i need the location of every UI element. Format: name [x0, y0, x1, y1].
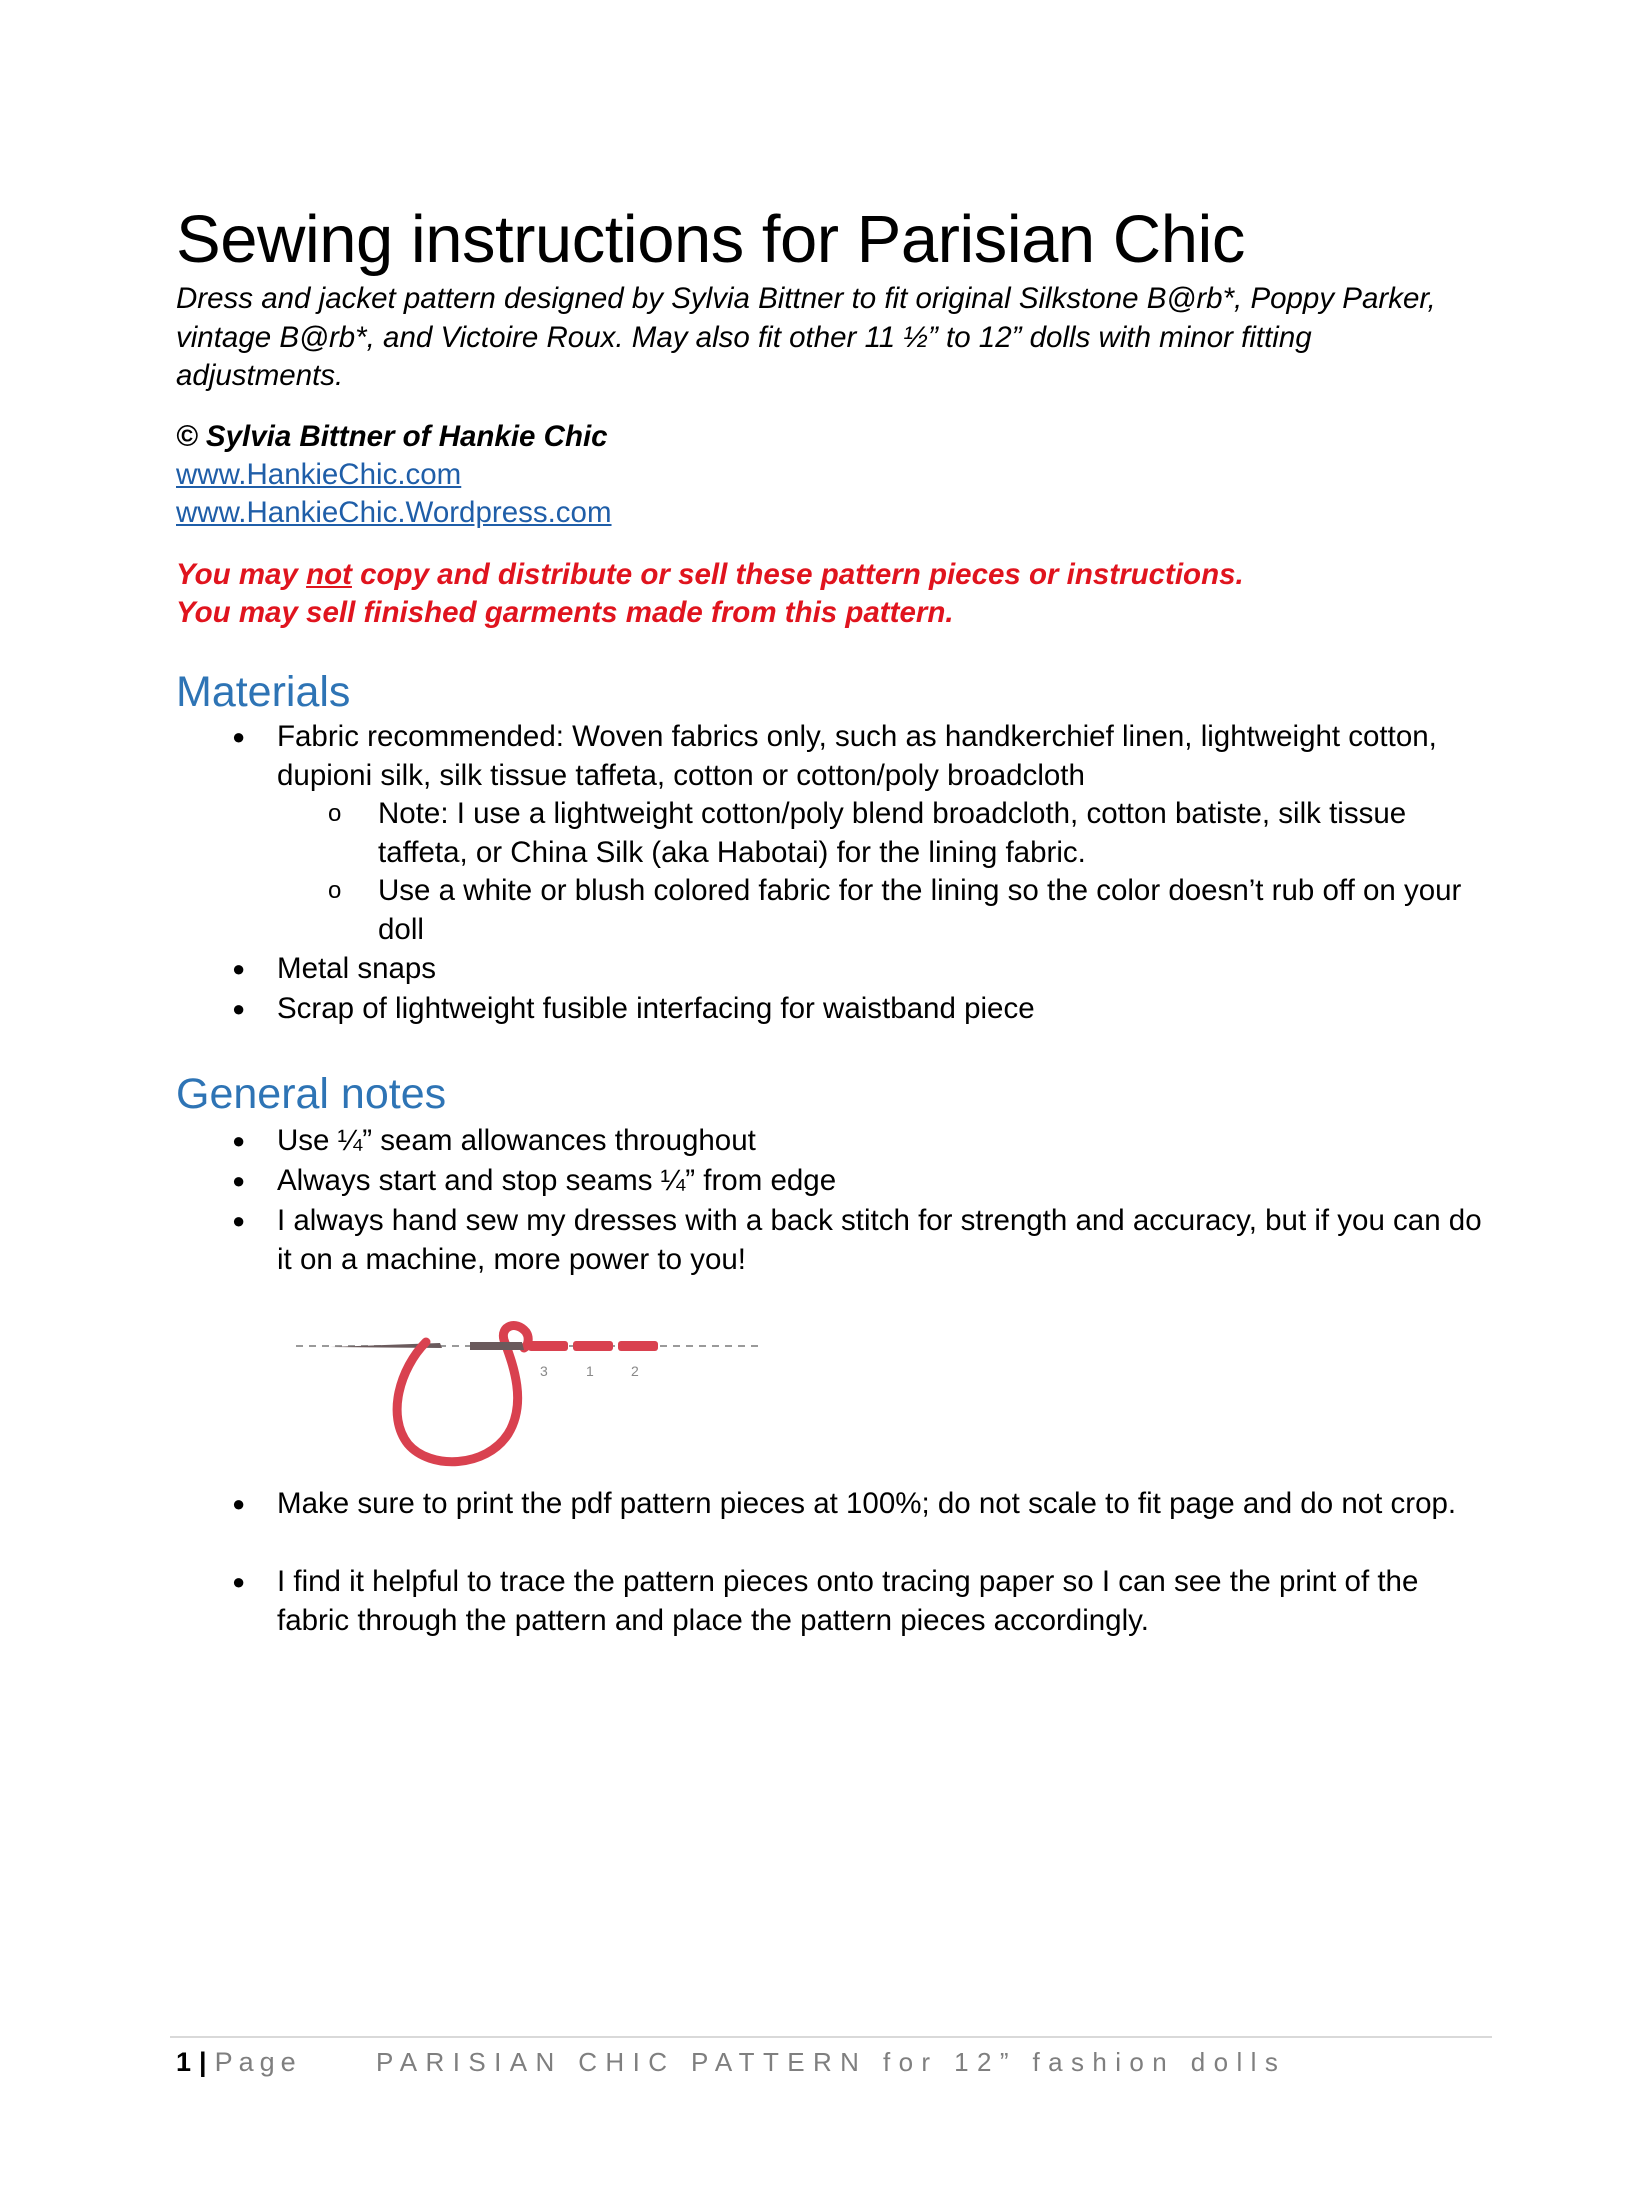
footer-separator: | — [199, 2047, 207, 2077]
sub-bullet-icon: o — [328, 877, 342, 904]
stitch-number-1: 1 — [586, 1363, 594, 1379]
general-notes-heading: General notes — [176, 1070, 447, 1118]
bullet-icon: ● — [232, 1128, 246, 1153]
materials-subitem-lining-note: Note: I use a lightweight cotton/poly blend broadcloth, cotton batiste, silk tissue taffeta, or China Silk (aka Habotai) for the lining fabric. — [378, 797, 1407, 869]
footer-divider — [170, 2036, 1492, 2038]
notes-item-back-stitch: I always hand sew my dresses with a back stitch for strength and accuracy, but if you can do it on a machine, more power to you! — [277, 1204, 1482, 1276]
back-stitch-illustration — [290, 1298, 770, 1468]
notes-item-seam-allowance: Use ¼” seam allowances throughout — [277, 1124, 756, 1157]
blog-link[interactable]: www.HankieChic.Wordpress.com — [176, 496, 612, 529]
materials-subitem-lining-color: Use a white or blush colored fabric for the lining so the color doesn’t rub off on your doll — [378, 874, 1462, 946]
notes-item-start-stop: Always start and stop seams ¼” from edge — [277, 1164, 837, 1197]
copy-warning — [176, 556, 1244, 594]
notes-item-tracing: I find it helpful to trace the pattern pieces onto tracing paper so I can see the print of the fabric through the pattern and place the pattern pieces accordingly. — [277, 1565, 1419, 1637]
bullet-icon: ● — [232, 724, 246, 749]
page-subtitle: Dress and jacket pattern designed by Sylvia Bittner to fit original Silkstone B@rb*, Poppy Parker, vintage B@rb*, and Victoire Roux. May also fit other 11 ½” to 12” dolls with minor fitting adjustments. — [176, 282, 1436, 392]
materials-item-interfacing: Scrap of lightweight fusible interfacing for waistband piece — [277, 992, 1035, 1025]
bullet-icon: ● — [232, 1569, 246, 1594]
notes-item-print-scale: Make sure to print the pdf pattern pieces at 100%; do not scale to fit page and do not crop. — [277, 1487, 1457, 1520]
page-title: Sewing instructions for Parisian Chic — [176, 202, 1245, 277]
sell-permission: You may sell finished garments made from this pattern. — [176, 596, 954, 629]
bullet-icon: ● — [232, 1208, 246, 1233]
warning-prefix: You may — [176, 558, 307, 591]
stitch-2 — [618, 1341, 658, 1351]
footer-document-title: PARISIAN CHIC PATTERN for 12” fashion dolls — [376, 2047, 1287, 2077]
page-label: Page — [214, 2047, 302, 2077]
website-link[interactable]: www.HankieChic.com — [176, 458, 462, 491]
footer-page-indicator — [176, 2042, 302, 2082]
stitch-number-2: 2 — [631, 1363, 639, 1379]
needle-right — [470, 1342, 524, 1350]
copyright-line: © Sylvia Bittner of Hankie Chic — [176, 420, 608, 453]
bullet-icon: ● — [232, 996, 246, 1021]
stitch-3 — [528, 1341, 568, 1351]
page-number: 1 — [176, 2047, 192, 2077]
bullet-icon: ● — [232, 1491, 246, 1516]
materials-item-snaps: Metal snaps — [277, 952, 437, 985]
warning-suffix: copy and distribute or sell these pattern pieces or instructions. — [351, 558, 1244, 591]
materials-item-fabric: Fabric recommended: Woven fabrics only, such as handkerchief linen, lightweight cotton, dupioni silk, silk tissue taffeta, cotton or cotton/poly broadcloth — [277, 720, 1437, 792]
sub-bullet-icon: o — [328, 800, 342, 827]
stitch-1 — [573, 1341, 613, 1351]
bullet-icon: ● — [232, 1168, 246, 1193]
materials-heading: Materials — [176, 668, 351, 716]
stitch-number-3: 3 — [540, 1363, 548, 1379]
bullet-icon: ● — [232, 956, 246, 981]
warning-emphasis: not — [306, 558, 352, 591]
